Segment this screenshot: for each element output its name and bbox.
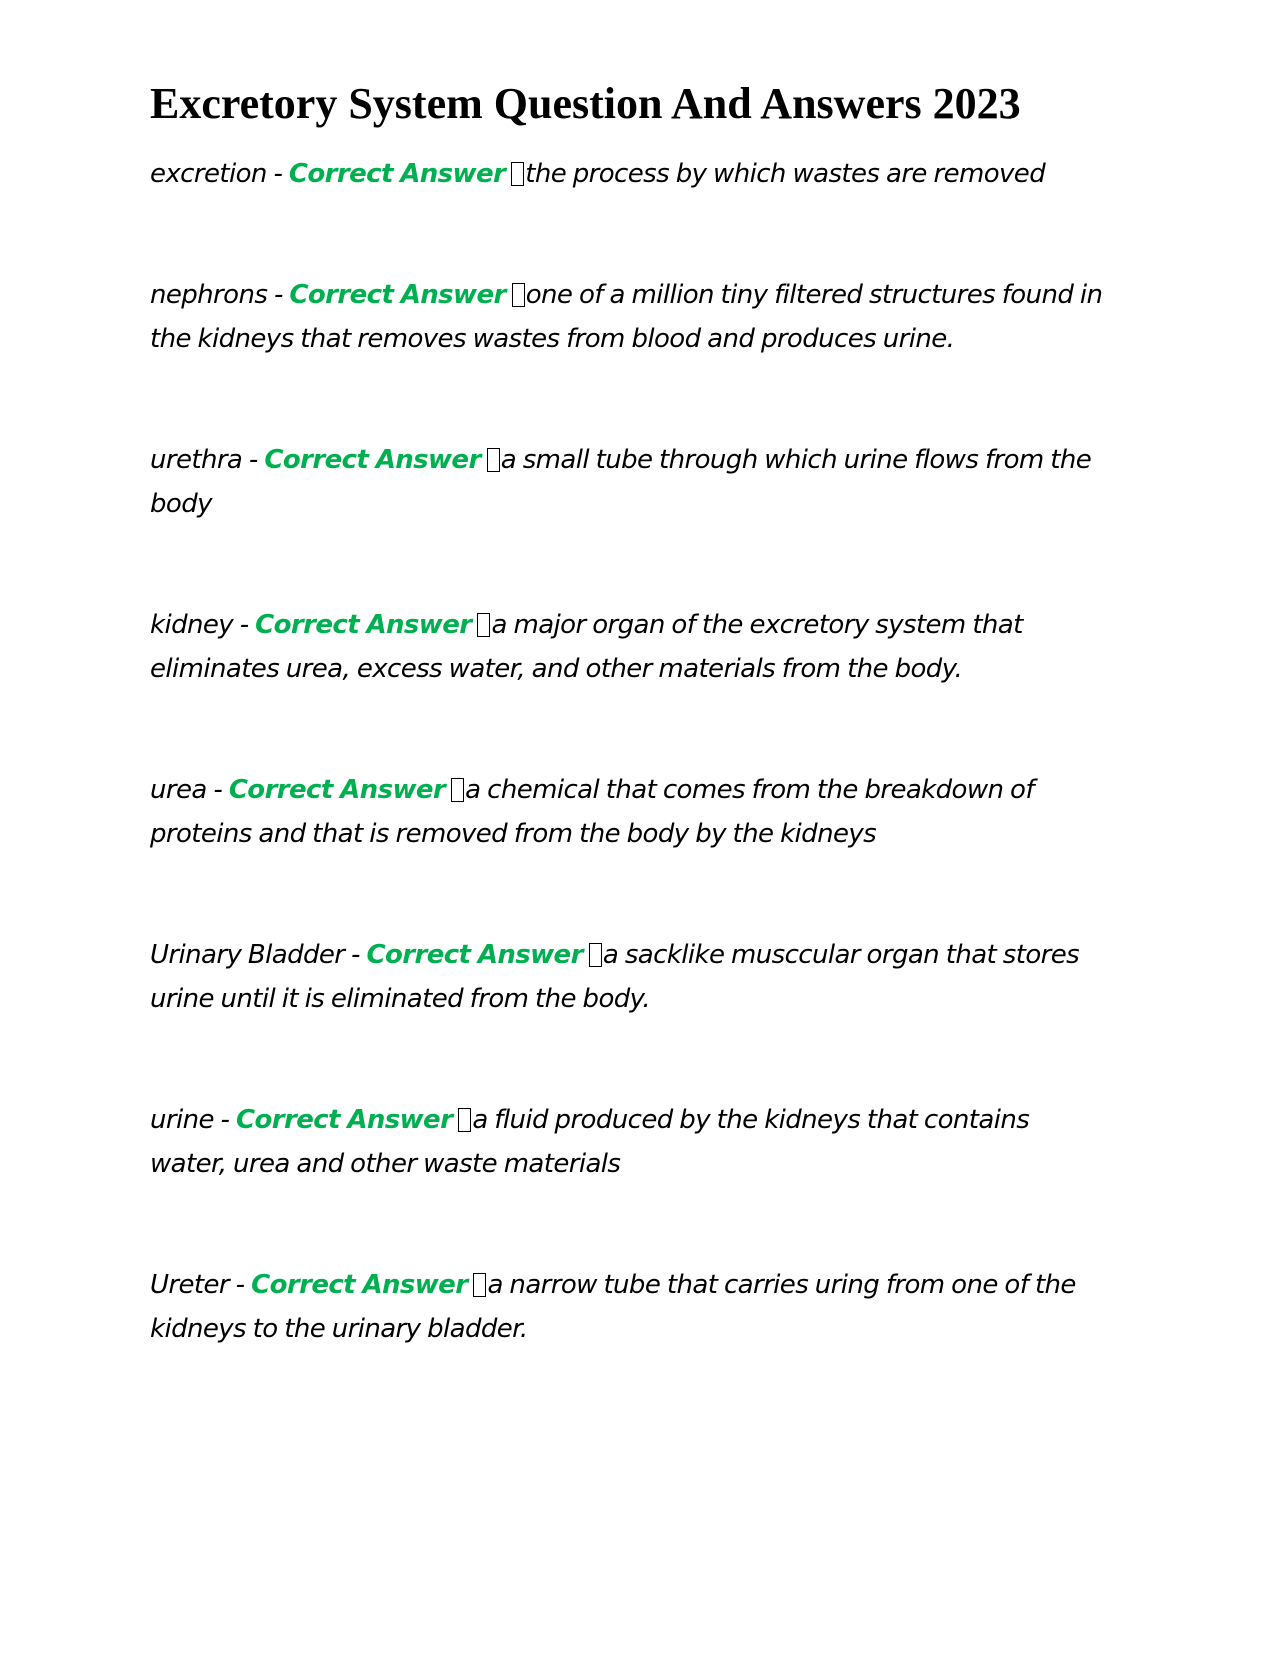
correct-answer-label: Correct Answer	[236, 1105, 453, 1135]
entry-separator: -	[266, 159, 289, 189]
correct-answer-label: Correct Answer	[228, 775, 446, 805]
missing-glyph-icon	[451, 778, 464, 802]
qa-entry-excretion	[150, 152, 1110, 196]
entry-definition: a major organ of the excretory system that eliminates urea, excess water, and other materials from the body.	[150, 610, 1023, 684]
qa-entry-urine	[150, 1098, 1110, 1186]
correct-answer-label: Correct Answer	[264, 445, 481, 475]
entry-term: urea	[150, 775, 207, 805]
entry-definition: a narrow tube that carries uring from one of the kidneys to the urinary bladder.	[150, 1270, 1076, 1344]
qa-entry-ureter	[150, 1263, 1110, 1351]
missing-glyph-icon	[473, 1273, 486, 1297]
entry-separator: -	[242, 445, 265, 475]
entry-separator: -	[233, 610, 256, 640]
entry-definition: a small tube through which urine flows from the body	[150, 445, 1092, 519]
qa-entry-urethra	[150, 438, 1110, 526]
entry-separator: -	[229, 1270, 252, 1300]
entry-separator: -	[213, 1105, 236, 1135]
entry-definition: one of a million tiny filtered structures found in the kidneys that removes wastes from blood and produces urine.	[150, 280, 1103, 354]
missing-glyph-icon	[487, 448, 500, 472]
document-page	[150, 76, 1110, 1351]
correct-answer-label: Correct Answer	[251, 1270, 468, 1300]
missing-glyph-icon	[458, 1108, 471, 1132]
entry-term: excretion	[150, 159, 267, 189]
missing-glyph-icon	[512, 283, 525, 307]
entry-separator: -	[206, 775, 229, 805]
qa-entry-urinary-bladder	[150, 933, 1110, 1021]
entry-definition: the process by which wastes are removed	[525, 159, 1046, 189]
qa-entry-kidney	[150, 603, 1110, 691]
missing-glyph-icon	[511, 162, 524, 186]
qa-entry-urea	[150, 768, 1110, 856]
entry-term: nephrons	[150, 280, 268, 310]
missing-glyph-icon	[589, 943, 602, 967]
entry-term: urine	[150, 1105, 214, 1135]
entry-spacer	[150, 196, 1110, 273]
entry-spacer	[150, 526, 1110, 603]
entry-term: Urinary Bladder	[150, 940, 345, 970]
correct-answer-label: Correct Answer	[366, 940, 583, 970]
entry-definition: a chemical that comes from the breakdown of proteins and that is removed from the body by the kidneys	[150, 775, 1034, 849]
correct-answer-label: Correct Answer	[255, 610, 472, 640]
entry-spacer	[150, 1186, 1110, 1263]
entry-spacer	[150, 1021, 1110, 1098]
correct-answer-label: Correct Answer	[289, 280, 506, 310]
missing-glyph-icon	[477, 613, 490, 637]
entry-spacer	[150, 361, 1110, 438]
document-title: Excretory System Question And Answers 2023	[150, 79, 1021, 128]
qa-entry-nephrons	[150, 273, 1110, 361]
correct-answer-label: Correct Answer	[288, 159, 506, 189]
entry-definition: a sacklike musccular organ that stores urine until it is eliminated from the body.	[150, 940, 1080, 1014]
entry-separator: -	[344, 940, 367, 970]
entry-term: Ureter	[150, 1270, 229, 1300]
entry-term: kidney	[150, 610, 234, 640]
entry-spacer	[150, 691, 1110, 768]
entry-spacer	[150, 856, 1110, 933]
entry-separator: -	[267, 280, 290, 310]
entry-definition: a fluid produced by the kidneys that contains water, urea and other waste materials	[150, 1105, 1030, 1179]
entry-term: urethra	[150, 445, 243, 475]
